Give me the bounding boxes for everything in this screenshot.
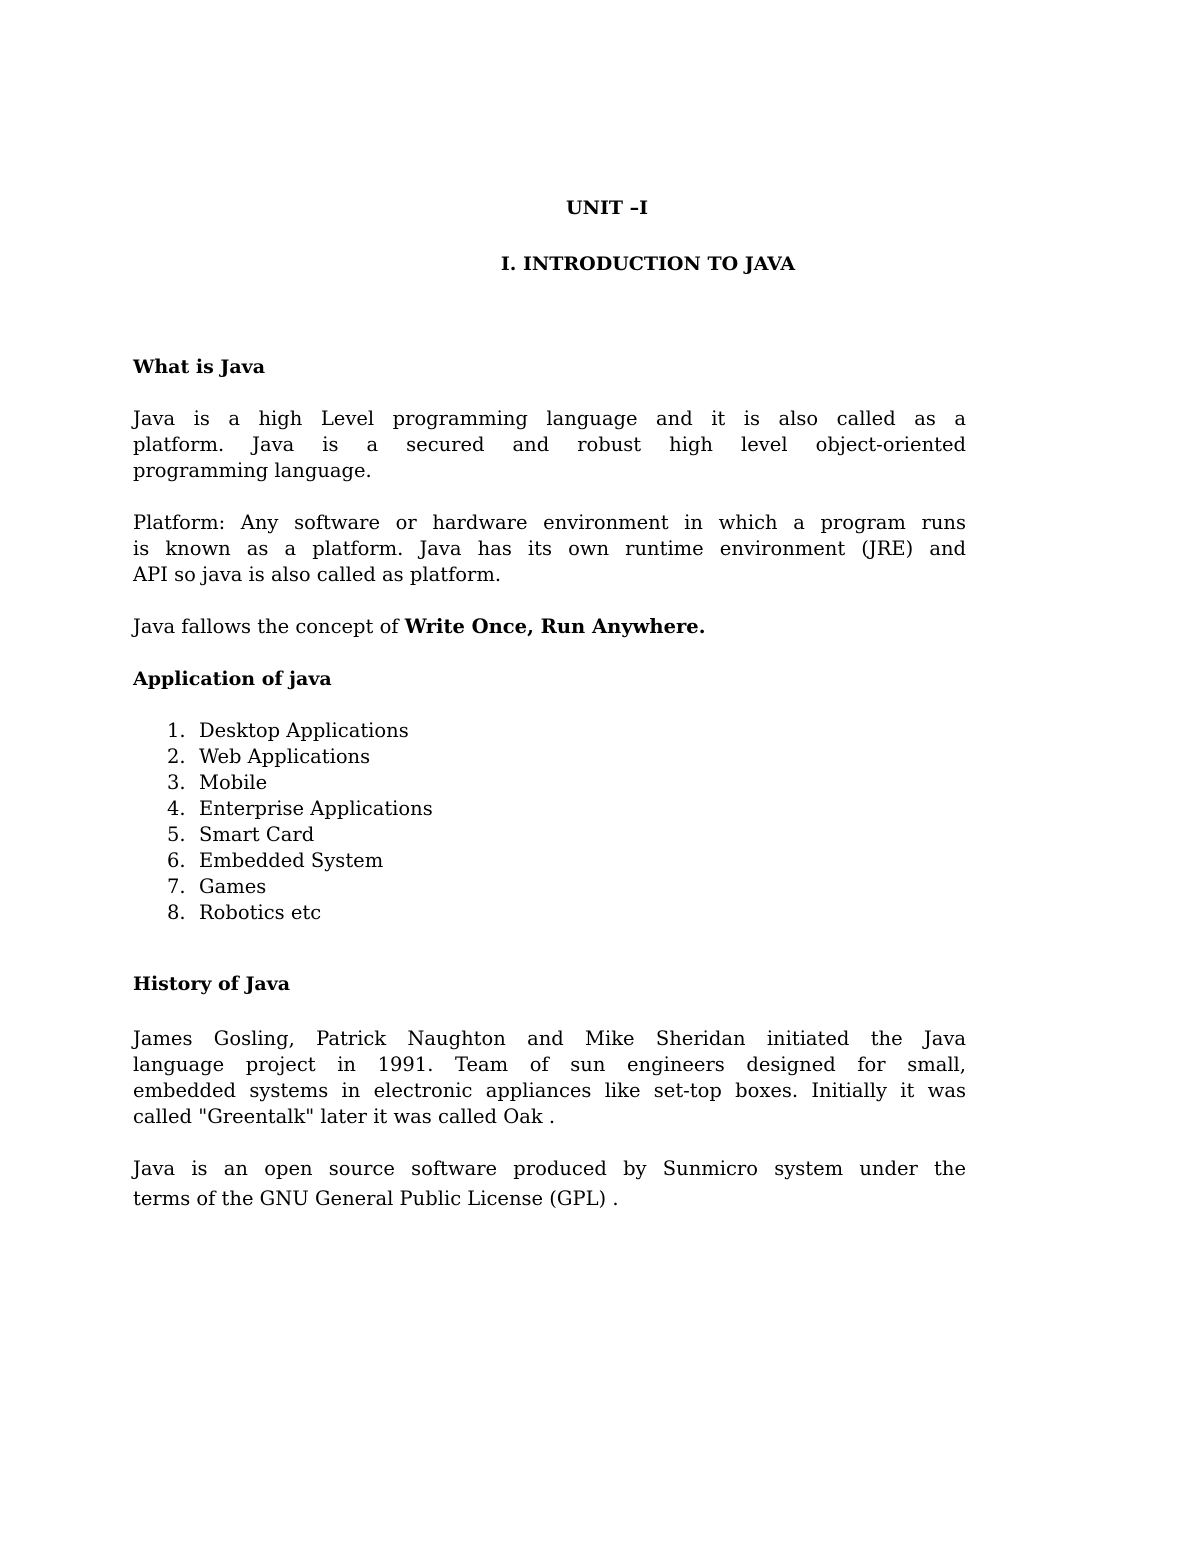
text-line: language project in 1991. Team of sun engineers designed for small,: [133, 1053, 966, 1076]
list-item: [133, 848, 966, 874]
paragraph-concept: [133, 614, 966, 640]
text-line: Java is a high Level programming language and it is also called as a: [133, 407, 966, 430]
text-line: is known as a platform. Java has its own runtime environment (JRE) and: [133, 537, 966, 560]
list-item: [133, 718, 966, 744]
section-heading-history: History of Java: [133, 973, 291, 995]
list-item: [133, 770, 966, 796]
text-line: embedded systems in electronic appliances like set-top boxes. Initially it was: [133, 1079, 966, 1102]
text-line: API so java is also called as platform.: [133, 563, 502, 586]
list-number: 6.: [167, 849, 186, 872]
text-line: Java is an open source software produced by Sunmicro system under the: [133, 1157, 966, 1180]
text-line: called "Greentalk" later it was called Oak .: [133, 1105, 556, 1128]
paragraph-open-source: [133, 1156, 966, 1212]
list-item-label: Desktop Applications: [199, 719, 409, 742]
concept-text: Java fallows the concept of: [133, 615, 405, 638]
unit-title: UNIT –I: [566, 197, 648, 219]
text-line: Platform: Any software or hardware environment in which a program runs: [133, 511, 966, 534]
list-item: [133, 900, 966, 926]
list-number: 8.: [167, 901, 186, 924]
list-item: [133, 874, 966, 900]
text-line: terms of the GNU General Public License (GPL) .: [133, 1187, 619, 1210]
list-item: [133, 744, 966, 770]
list-number: 1.: [167, 719, 186, 742]
section-heading-application: Application of java: [133, 668, 332, 690]
list-item-label: Web Applications: [199, 745, 371, 768]
application-list: [133, 718, 966, 926]
paragraph-history: [133, 1026, 966, 1130]
list-number: 7.: [167, 875, 186, 898]
list-item-label: Enterprise Applications: [199, 797, 433, 820]
list-item-label: Mobile: [199, 771, 268, 794]
list-number: 3.: [167, 771, 186, 794]
list-number: 5.: [167, 823, 186, 846]
list-item-label: Games: [199, 875, 267, 898]
list-item-label: Robotics etc: [199, 901, 322, 924]
paragraph-platform: [133, 510, 966, 588]
section-heading-what-is-java: What is Java: [133, 356, 266, 378]
list-item-label: Smart Card: [199, 823, 315, 846]
list-item: [133, 822, 966, 848]
paragraph-what-is-java: [133, 406, 966, 484]
list-number: 4.: [167, 797, 186, 820]
list-item-label: Embedded System: [199, 849, 384, 872]
text-line: platform. Java is a secured and robust high level object-oriented: [133, 433, 966, 456]
chapter-title: I. INTRODUCTION TO JAVA: [500, 253, 796, 275]
concept-bold-text: Write Once, Run Anywhere.: [404, 615, 706, 638]
text-line: James Gosling, Patrick Naughton and Mike Sheridan initiated the Java: [133, 1027, 966, 1050]
text-line: programming language.: [133, 459, 372, 482]
list-item: [133, 796, 966, 822]
list-number: 2.: [167, 745, 186, 768]
